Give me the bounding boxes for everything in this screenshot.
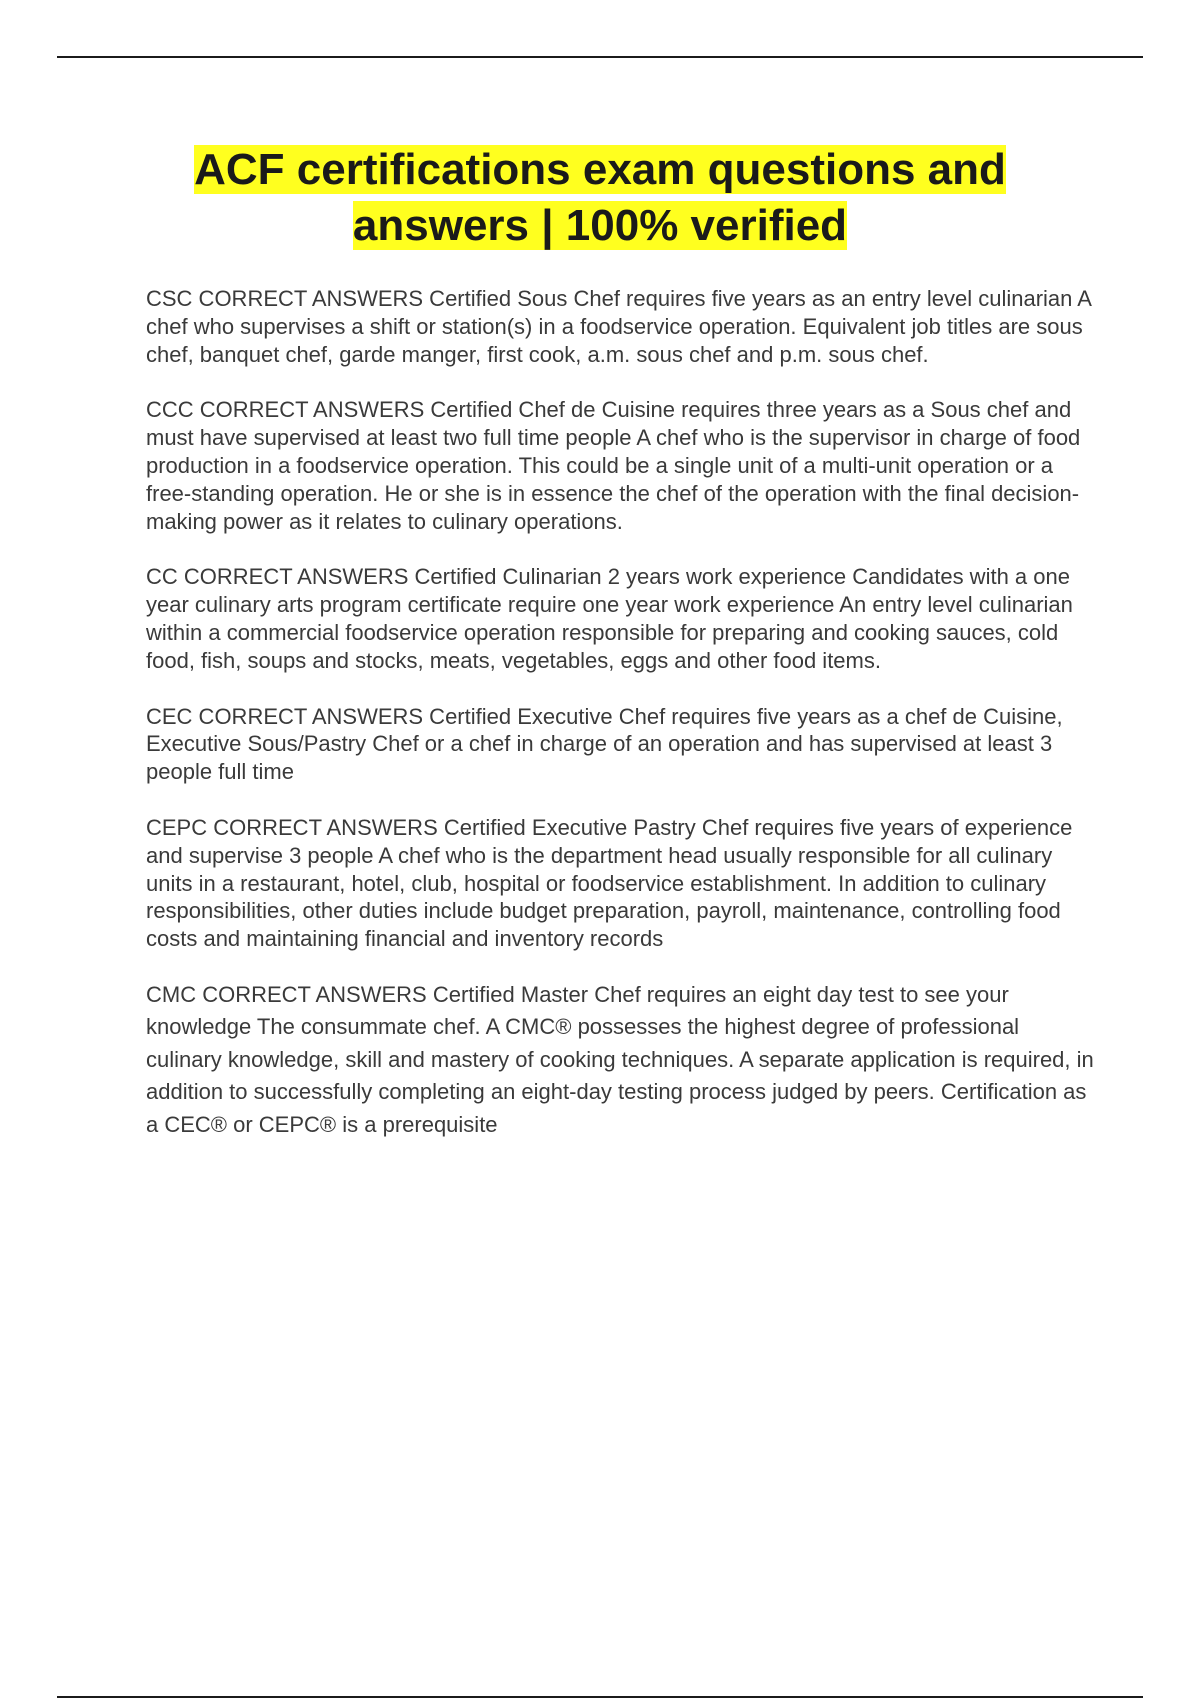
paragraph-cec: CEC CORRECT ANSWERS Certified Executive Chef requires five years as a chef de Cuisine, Executive Sous/Pastry Chef or a chef in charge of an operation and has supervised at least 3 people full time <box>146 703 1063 785</box>
paragraph-cmc: CMC CORRECT ANSWERS Certified Master Chef requires an eight day test to see your knowledge The consummate chef. A CMC® possesses the highest degree of professional culinary knowledge, skill and mastery of cooking techniques. A separate application is required, in addition to successfully completing an eight-day testing process judged by peers. Certification as a CEC® or CEPC® is a prerequisite <box>146 981 1094 1137</box>
bottom-rule <box>57 1696 1143 1698</box>
paragraph-cepc: CEPC CORRECT ANSWERS Certified Executive Pastry Chef requires five years of experience and supervise 3 people A chef who is the department head usually responsible for all culinary units in a restaurant, hotel, club, hospital or foodservice establishment. In addition to culinary responsibilities, other duties include budget preparation, payroll, maintenance, controlling food costs and maintaining financial and inventory records <box>146 814 1073 952</box>
paragraph-ccc: CCC CORRECT ANSWERS Certified Chef de Cuisine requires three years as a Sous chef and must have supervised at least two full time people A chef who is the supervisor in charge of food production in a foodservice operation. This could be a single unit of a multi-unit operation or a free-standing operation. He or she is in essence the chef of the operation with the final decision-making power as it relates to culinary operations. <box>146 397 1081 534</box>
paragraph-cc: CC CORRECT ANSWERS Certified Culinarian 2 years work experience Candidates with a one year culinary arts program certificate require one year work experience An entry level culinarian within a commercial foodservice operation responsible for preparing and cooking sauces, cold food, fish, soups and stocks, meats, vegetables, eggs and other food items. <box>146 564 1073 673</box>
title-line-2: answers | 100% verified <box>352 201 848 250</box>
top-rule <box>57 56 1143 58</box>
paragraph-csc: CSC CORRECT ANSWERS Certified Sous Chef requires five years as an entry level culinarian A chef who supervises a shift or station(s) in a foodservice operation. Equivalent job titles are sous chef, banquet chef, garde manger, first cook, a.m. sous chef and p.m. sous chef. <box>146 286 1091 367</box>
document-title <box>100 142 1100 254</box>
document-body <box>146 285 1096 1169</box>
title-line-1: ACF certifications exam questions and <box>194 145 1006 194</box>
